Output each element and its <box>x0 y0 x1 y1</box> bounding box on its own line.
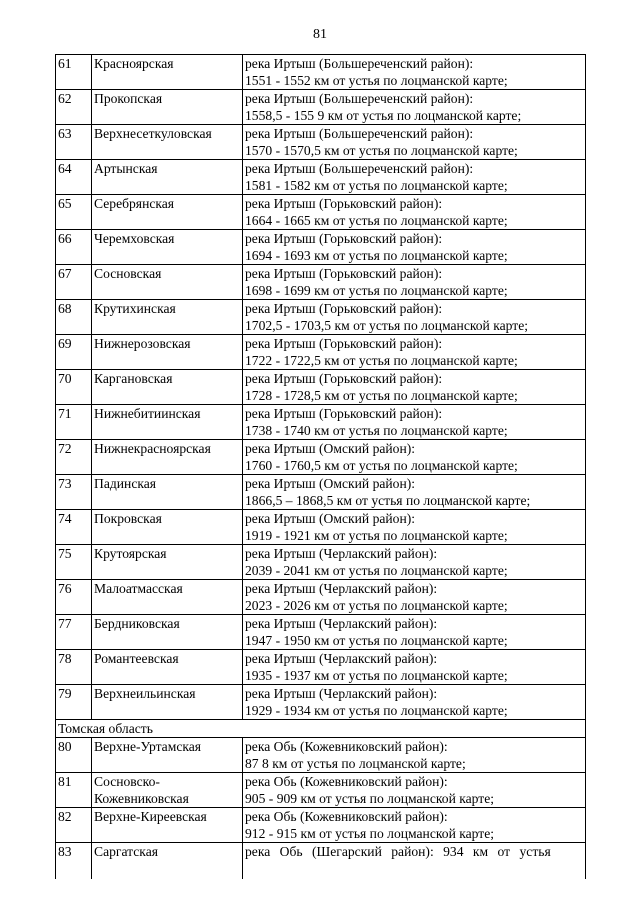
table-row <box>56 370 586 405</box>
site-location <box>243 650 586 685</box>
site-name: Верхнесеткуловская <box>92 125 243 160</box>
table-body <box>56 55 586 720</box>
location-river: река Иртыш (Омский район): <box>245 511 416 526</box>
site-name: Крутоярская <box>92 545 243 580</box>
location-river: река Иртыш (Горьковский район): <box>245 231 443 246</box>
table-row <box>56 405 586 440</box>
site-name: Бердниковская <box>92 615 243 650</box>
table-row <box>56 650 586 685</box>
site-location <box>243 265 586 300</box>
location-km: 1919 - 1921 км от устья по лоцманской карте; <box>245 528 508 543</box>
site-name: Покровская <box>92 510 243 545</box>
site-location <box>243 300 586 335</box>
site-name: Артынская <box>92 160 243 195</box>
location-km: 1738 - 1740 км от устья по лоцманской карте; <box>245 423 508 438</box>
table-row <box>56 475 586 510</box>
site-name: Нижнебитиинская <box>92 405 243 440</box>
row-number: 78 <box>56 650 92 685</box>
location-km: 2039 - 2041 км от устья по лоцманской карте; <box>245 563 508 578</box>
location-km: 1728 - 1728,5 км от устья по лоцманской карте; <box>245 388 518 403</box>
row-number: 66 <box>56 230 92 265</box>
site-location <box>243 440 586 475</box>
table-row <box>56 195 586 230</box>
site-location <box>243 125 586 160</box>
row-number: 82 <box>56 808 92 843</box>
site-name: Серебрянская <box>92 195 243 230</box>
row-number: 65 <box>56 195 92 230</box>
row-number: 71 <box>56 405 92 440</box>
site-name: Нижнерозовская <box>92 335 243 370</box>
location-km: 1866,5 – 1868,5 км от устья по лоцманской карте; <box>245 493 531 508</box>
site-name-line2: Кожевниковская <box>94 791 189 806</box>
table-row <box>56 230 586 265</box>
row-number: 77 <box>56 615 92 650</box>
location-km: 1947 - 1950 км от устья по лоцманской карте; <box>245 633 508 648</box>
section-header-row <box>56 720 586 738</box>
table-row <box>56 685 586 720</box>
site-name <box>92 808 243 843</box>
location-km: 1581 - 1582 км от устья по лоцманской карте; <box>245 178 508 193</box>
row-number: 62 <box>56 90 92 125</box>
location-km: 87 8 км от устья по лоцманской карте; <box>245 756 466 771</box>
table-section <box>56 720 586 738</box>
location-km: 2023 - 2026 км от устья по лоцманской карте; <box>245 598 508 613</box>
location-km: 905 - 909 км от устья по лоцманской карте; <box>245 791 495 806</box>
row-number: 81 <box>56 773 92 808</box>
location-river: река Иртыш (Горьковский район): <box>245 301 443 316</box>
location-river: река Иртыш (Горьковский район): <box>245 266 443 281</box>
row-number: 73 <box>56 475 92 510</box>
table-row <box>56 440 586 475</box>
row-number: 80 <box>56 738 92 773</box>
site-name: Прокопская <box>92 90 243 125</box>
site-name: Нижнекрасноярская <box>92 440 243 475</box>
site-name-line1: Верхне-Уртамская <box>94 739 202 754</box>
site-location <box>243 738 586 773</box>
location-river: река Иртыш (Горьковский район): <box>245 336 443 351</box>
row-number: 63 <box>56 125 92 160</box>
table-row <box>56 160 586 195</box>
site-location <box>243 230 586 265</box>
location-km: 1694 - 1693 км от устья по лоцманской карте; <box>245 248 508 263</box>
table-row <box>56 808 586 843</box>
site-location <box>243 685 586 720</box>
table-row <box>56 90 586 125</box>
site-location <box>243 475 586 510</box>
site-name: Крутихинская <box>92 300 243 335</box>
location-river: река Иртыш (Большереченский район): <box>245 161 474 176</box>
location-km: 1702,5 - 1703,5 км от устья по лоцманской карте; <box>245 318 529 333</box>
site-location <box>243 545 586 580</box>
site-location <box>243 808 586 843</box>
location-river: река Иртыш (Черлакский район): <box>245 616 438 631</box>
location-km: 1935 - 1937 км от устья по лоцманской карте; <box>245 668 508 683</box>
location-river: река Иртыш (Большереченский район): <box>245 56 474 71</box>
row-number: 79 <box>56 685 92 720</box>
site-location <box>243 195 586 230</box>
row-number: 74 <box>56 510 92 545</box>
location-river: река Иртыш (Черлакский район): <box>245 581 438 596</box>
row-number: 69 <box>56 335 92 370</box>
site-name: Саргатская <box>92 843 243 879</box>
location-river: река Иртыш (Большереченский район): <box>245 91 474 106</box>
location-river: река Иртыш (Горьковский район): <box>245 196 443 211</box>
table-row <box>56 545 586 580</box>
site-location <box>243 90 586 125</box>
row-number: 83 <box>56 843 92 879</box>
site-location <box>243 370 586 405</box>
site-location: река Обь (Шегарский район): 934 км от устья <box>243 843 586 879</box>
location-km: 1698 - 1699 км от устья по лоцманской карте; <box>245 283 508 298</box>
site-location <box>243 615 586 650</box>
table-row <box>56 615 586 650</box>
section-label: Томская область <box>56 720 586 738</box>
site-name: Сосновская <box>92 265 243 300</box>
site-name: Романтеевская <box>92 650 243 685</box>
site-location <box>243 55 586 90</box>
row-number: 72 <box>56 440 92 475</box>
table-row <box>56 843 586 879</box>
table-row <box>56 510 586 545</box>
location-river: река Иртыш (Большереченский район): <box>245 126 474 141</box>
site-location <box>243 510 586 545</box>
location-river: река Иртыш (Омский район): <box>245 476 416 491</box>
location-km: 1551 - 1552 км от устья по лоцманской карте; <box>245 73 508 88</box>
table-row <box>56 335 586 370</box>
location-river: река Обь (Кожевниковский район): <box>245 739 448 754</box>
location-km: 1664 - 1665 км от устья по лоцманской карте; <box>245 213 508 228</box>
location-km: 1760 - 1760,5 км от устья по лоцманской карте; <box>245 458 518 473</box>
site-location <box>243 160 586 195</box>
location-km: 1929 - 1934 км от устья по лоцманской карте; <box>245 703 508 718</box>
page-number: 81 <box>313 27 327 42</box>
site-name <box>92 738 243 773</box>
site-name-line1: Верхне-Киреевская <box>94 809 207 824</box>
table-row <box>56 580 586 615</box>
location-km: 1570 - 1570,5 км от устья по лоцманской карте; <box>245 143 518 158</box>
table-body <box>56 738 586 843</box>
row-number: 64 <box>56 160 92 195</box>
location-km: 1558,5 - 155 9 км от устья по лоцманской карте; <box>245 108 522 123</box>
row-number: 61 <box>56 55 92 90</box>
table-row <box>56 125 586 160</box>
site-name: Красноярская <box>92 55 243 90</box>
table-row <box>56 265 586 300</box>
site-name: Малоатмасская <box>92 580 243 615</box>
site-name <box>92 773 243 808</box>
table-row <box>56 738 586 773</box>
site-name: Черемховская <box>92 230 243 265</box>
location-river: река Иртыш (Черлакский район): <box>245 651 438 666</box>
table-body-last <box>56 843 586 879</box>
site-name: Каргановская <box>92 370 243 405</box>
registry-table <box>55 54 586 879</box>
table-row <box>56 300 586 335</box>
site-name: Падинская <box>92 475 243 510</box>
site-location <box>243 405 586 440</box>
site-location <box>243 580 586 615</box>
row-number: 75 <box>56 545 92 580</box>
row-number: 76 <box>56 580 92 615</box>
site-location <box>243 773 586 808</box>
site-name-line1: Сосновско- <box>94 774 160 789</box>
location-km: 912 - 915 км от устья по лоцманской карте; <box>245 826 495 841</box>
table-row <box>56 773 586 808</box>
location-km: 1722 - 1722,5 км от устья по лоцманской карте; <box>245 353 518 368</box>
row-number: 70 <box>56 370 92 405</box>
location-river: река Иртыш (Горьковский район): <box>245 406 443 421</box>
site-name: Верхнеильинская <box>92 685 243 720</box>
site-location <box>243 335 586 370</box>
location-river: река Иртыш (Горьковский район): <box>245 371 443 386</box>
location-river: река Обь (Кожевниковский район): <box>245 774 448 789</box>
table-row <box>56 55 586 90</box>
location-river: река Обь (Кожевниковский район): <box>245 809 448 824</box>
location-river: река Иртыш (Омский район): <box>245 441 416 456</box>
row-number: 68 <box>56 300 92 335</box>
location-river: река Иртыш (Черлакский район): <box>245 686 438 701</box>
row-number: 67 <box>56 265 92 300</box>
location-river: река Иртыш (Черлакский район): <box>245 546 438 561</box>
